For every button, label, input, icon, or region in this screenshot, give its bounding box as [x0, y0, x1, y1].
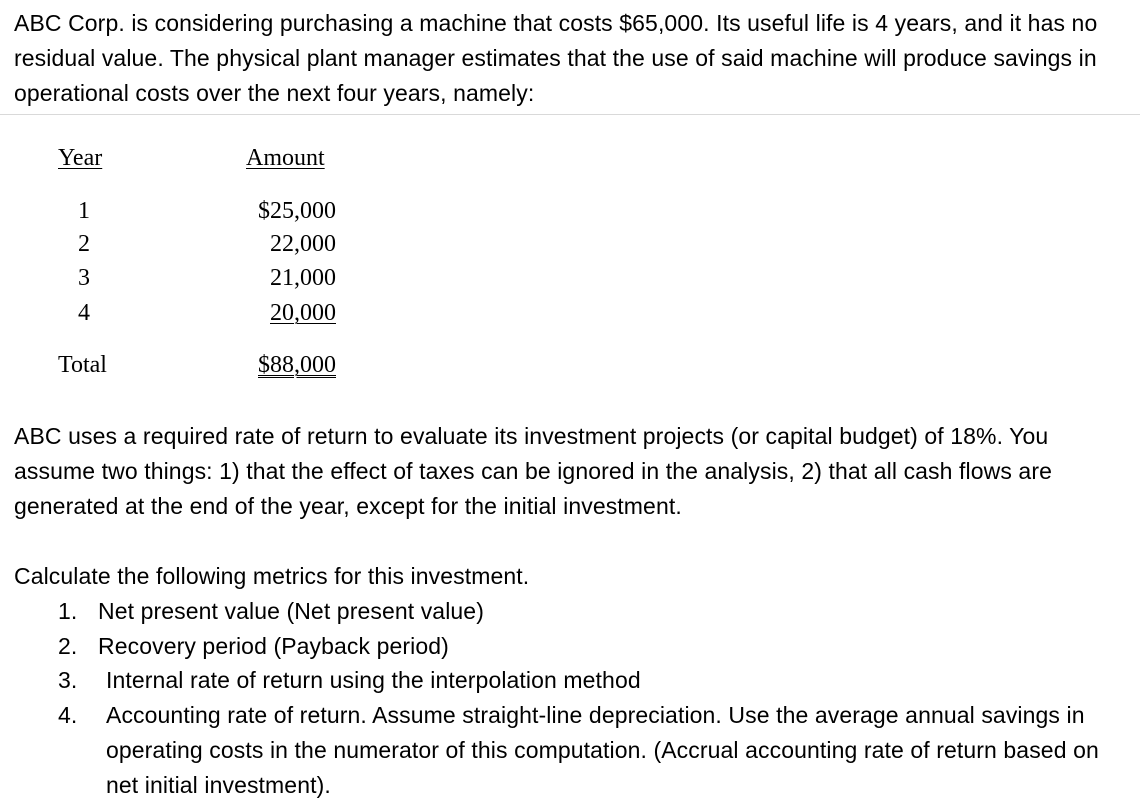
assumptions-text: ABC uses a required rate of return to evaluate its investment projects (or capital budget) of 18%. You assume two things: 1) that the effect of taxes can be ignored in the analysis, 2) that all cash flows are generated at the end of the year, except for the initial investment.	[14, 423, 1052, 519]
table-row-year: 3	[78, 265, 90, 291]
table-total-amount: $88,000	[258, 352, 336, 378]
list-item	[58, 594, 1118, 629]
table-row-amount: 20,000	[270, 300, 336, 326]
list-item-text: Internal rate of return using the interpolation method	[106, 667, 641, 693]
list-item-number: 1.	[58, 598, 78, 624]
table-total-label: Total	[58, 352, 107, 378]
list-item-number: 3.	[58, 667, 78, 693]
table-row-year: 1	[78, 198, 90, 224]
section-divider	[0, 114, 1140, 115]
task-intro-text: Calculate the following metrics for this investment.	[14, 563, 530, 589]
table-row-year: 2	[78, 231, 90, 257]
list-item-text: Accounting rate of return. Assume straight-line depreciation. Use the average annual savings in operating costs in the numerator of this computation. (Accrual accounting rate of return based on net initial investment).	[106, 702, 1099, 798]
list-item	[58, 663, 1118, 698]
problem-intro-text: ABC Corp. is considering purchasing a machine that costs $65,000. Its useful life is 4 years, and it has no residual value. The physical plant manager estimates that the use of said machine will produce savings in operational costs over the next four years, namely:	[14, 10, 1098, 106]
table-row-amount: 22,000	[270, 231, 336, 257]
list-item	[58, 698, 1118, 803]
list-item-text: Recovery period (Payback period)	[98, 633, 449, 659]
table-header-year: Year	[58, 145, 103, 171]
table-row-amount: $25,000	[258, 198, 336, 224]
list-item	[58, 629, 1118, 664]
table-header-amount: Amount	[246, 145, 325, 171]
list-item-number: 2.	[58, 633, 78, 659]
list-item-text: Net present value (Net present value)	[98, 598, 484, 624]
table-row-year: 4	[78, 300, 90, 326]
table-row-amount: 21,000	[270, 265, 336, 291]
list-item-number: 4.	[58, 702, 78, 728]
